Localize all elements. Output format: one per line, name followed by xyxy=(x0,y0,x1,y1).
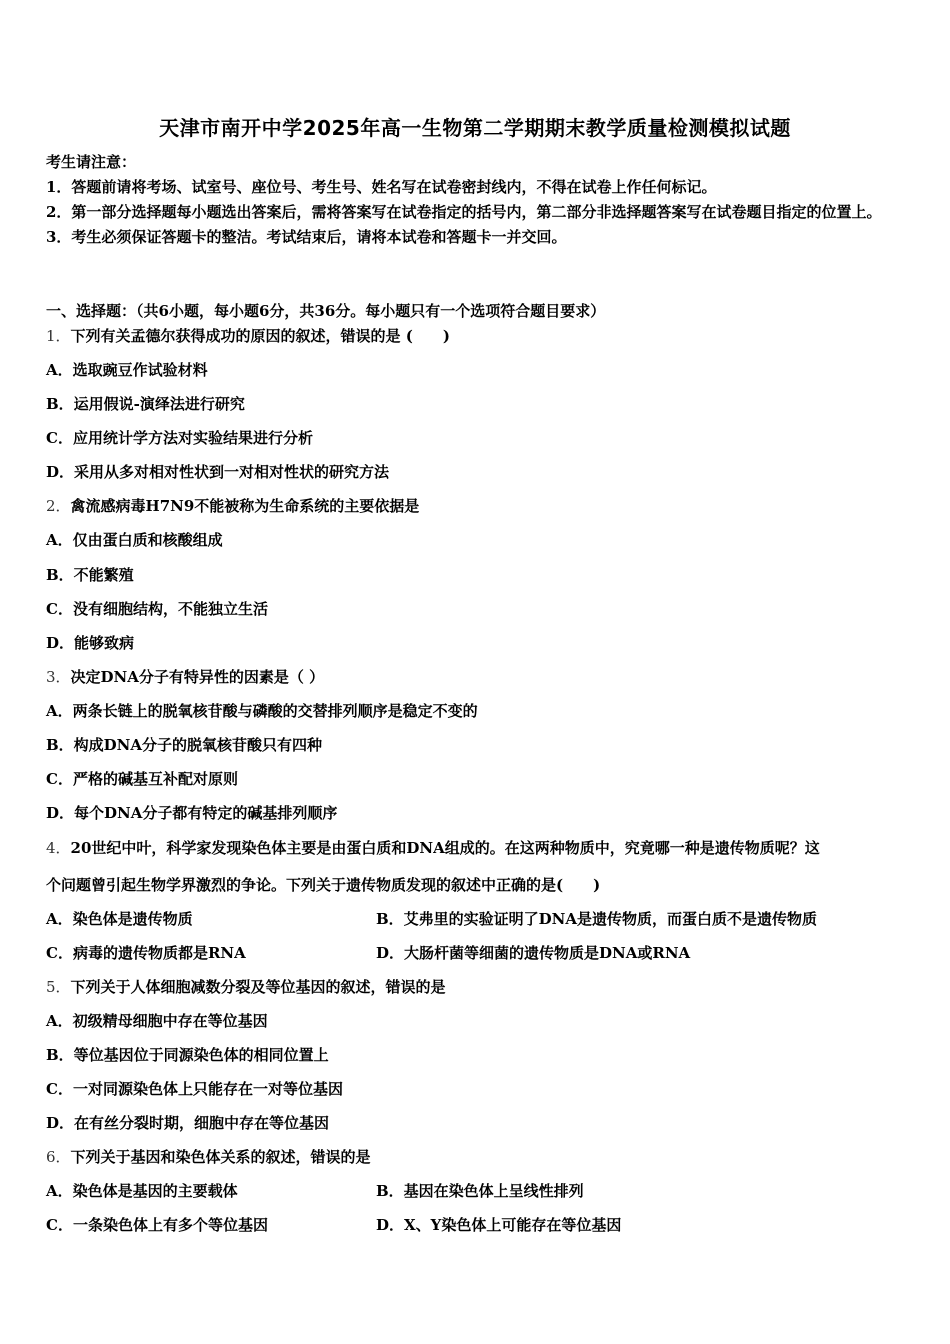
q2-option-c: C．没有细胞结构，不能独立生活 xyxy=(46,600,268,618)
question-1 xyxy=(46,326,450,346)
q4-option-b: B．艾弗里的实验证明了DNA是遗传物质，而蛋白质不是遗传物质 xyxy=(376,910,818,928)
question-number: 3． xyxy=(46,668,71,686)
question-number: 5． xyxy=(46,978,71,996)
question-2 xyxy=(46,496,419,516)
question-stem: 20世纪中叶，科学家发现染色体主要是由蛋白质和DNA组成的。在这两种物质中，究竟哪一种是遗传物质呢？这 xyxy=(70,839,820,857)
section-heading: 一、选择题：（共6小题，每小题6分，共36分。每小题只有一个选项符合题目要求） xyxy=(46,302,606,320)
page-title: 天津市南开中学2025年高一生物第二学期期末教学质量检测模拟试题 xyxy=(159,116,791,140)
q6-option-b: B．基因在染色体上呈线性排列 xyxy=(376,1182,584,1200)
q3-option-a: A．两条长链上的脱氧核苷酸与磷酸的交替排列顺序是稳定不变的 xyxy=(46,702,478,720)
q6-option-c: C．一条染色体上有多个等位基因 xyxy=(46,1216,268,1234)
q2-option-b: B．不能繁殖 xyxy=(46,566,134,584)
notice-block xyxy=(46,150,906,250)
q5-option-a: A．初级精母细胞中存在等位基因 xyxy=(46,1012,268,1030)
q6-option-d: D．X、Y染色体上可能存在等位基因 xyxy=(376,1216,622,1234)
q6-option-a: A．染色体是基因的主要载体 xyxy=(46,1182,238,1200)
q2-option-d: D．能够致病 xyxy=(46,634,135,652)
q4-option-a: A．染色体是遗传物质 xyxy=(46,910,193,928)
q5-option-d: D．在有丝分裂时期，细胞中存在等位基因 xyxy=(46,1114,330,1132)
q2-option-a: A．仅由蛋白质和核酸组成 xyxy=(46,531,223,549)
q3-option-d: D．每个DNA分子都有特定的碱基排列顺序 xyxy=(46,804,338,822)
question-number: 2． xyxy=(46,497,71,515)
notice-heading: 考生请注意： xyxy=(46,153,137,171)
question-number: 4． xyxy=(46,839,71,857)
question-stem: 下列有关孟德尔获得成功的原因的叙述，错误的是 ( ) xyxy=(70,327,450,345)
question-stem: 下列关于基因和染色体关系的叙述，错误的是 xyxy=(70,1148,371,1166)
q1-option-b: B．运用假说-演绎法进行研究 xyxy=(46,395,245,413)
q4-option-c: C．病毒的遗传物质都是RNA xyxy=(46,944,246,962)
q3-option-c: C．严格的碱基互补配对原则 xyxy=(46,770,238,788)
q3-option-b: B．构成DNA分子的脱氧核苷酸只有四种 xyxy=(46,736,323,754)
question-stem: 下列关于人体细胞减数分裂及等位基因的叙述，错误的是 xyxy=(70,978,446,996)
q5-option-c: C．一对同源染色体上只能存在一对等位基因 xyxy=(46,1080,343,1098)
question-stem: 决定DNA分子有特异性的因素是（ ） xyxy=(70,668,325,686)
q5-option-b: B．等位基因位于同源染色体的相同位置上 xyxy=(46,1046,329,1064)
q1-option-d: D．采用从多对相对性状到一对相对性状的研究方法 xyxy=(46,463,390,481)
question-5 xyxy=(46,977,446,997)
q1-option-c: C．应用统计学方法对实验结果进行分析 xyxy=(46,429,313,447)
question-4 xyxy=(46,838,820,858)
question-stem: 禽流感病毒H7N9不能被称为生命系统的主要依据是 xyxy=(70,497,420,515)
notice-item-3: 3．考生必须保证答题卡的整洁。考试结束后，请将本试卷和答题卡一并交回。 xyxy=(46,228,567,246)
question-3 xyxy=(46,667,324,687)
question-4-continued: 个问题曾引起生物学界激烈的争论。下列关于遗传物质发现的叙述中正确的是( ) xyxy=(46,876,601,894)
notice-item-1: 1．答题前请将考场、试室号、座位号、考生号、姓名写在试卷密封线内，不得在试卷上作任何标记。 xyxy=(46,178,717,196)
question-number: 6． xyxy=(46,1148,71,1166)
question-6 xyxy=(46,1147,371,1167)
question-number: 1． xyxy=(46,327,71,345)
notice-item-2: 2．第一部分选择题每小题选出答案后，需将答案写在试卷指定的括号内，第二部分非选择题答案写在试卷题目指定的位置上。 xyxy=(46,203,882,221)
q1-option-a: A．选取豌豆作试验材料 xyxy=(46,361,208,379)
q4-option-d: D．大肠杆菌等细菌的遗传物质是DNA或RNA xyxy=(376,944,691,962)
